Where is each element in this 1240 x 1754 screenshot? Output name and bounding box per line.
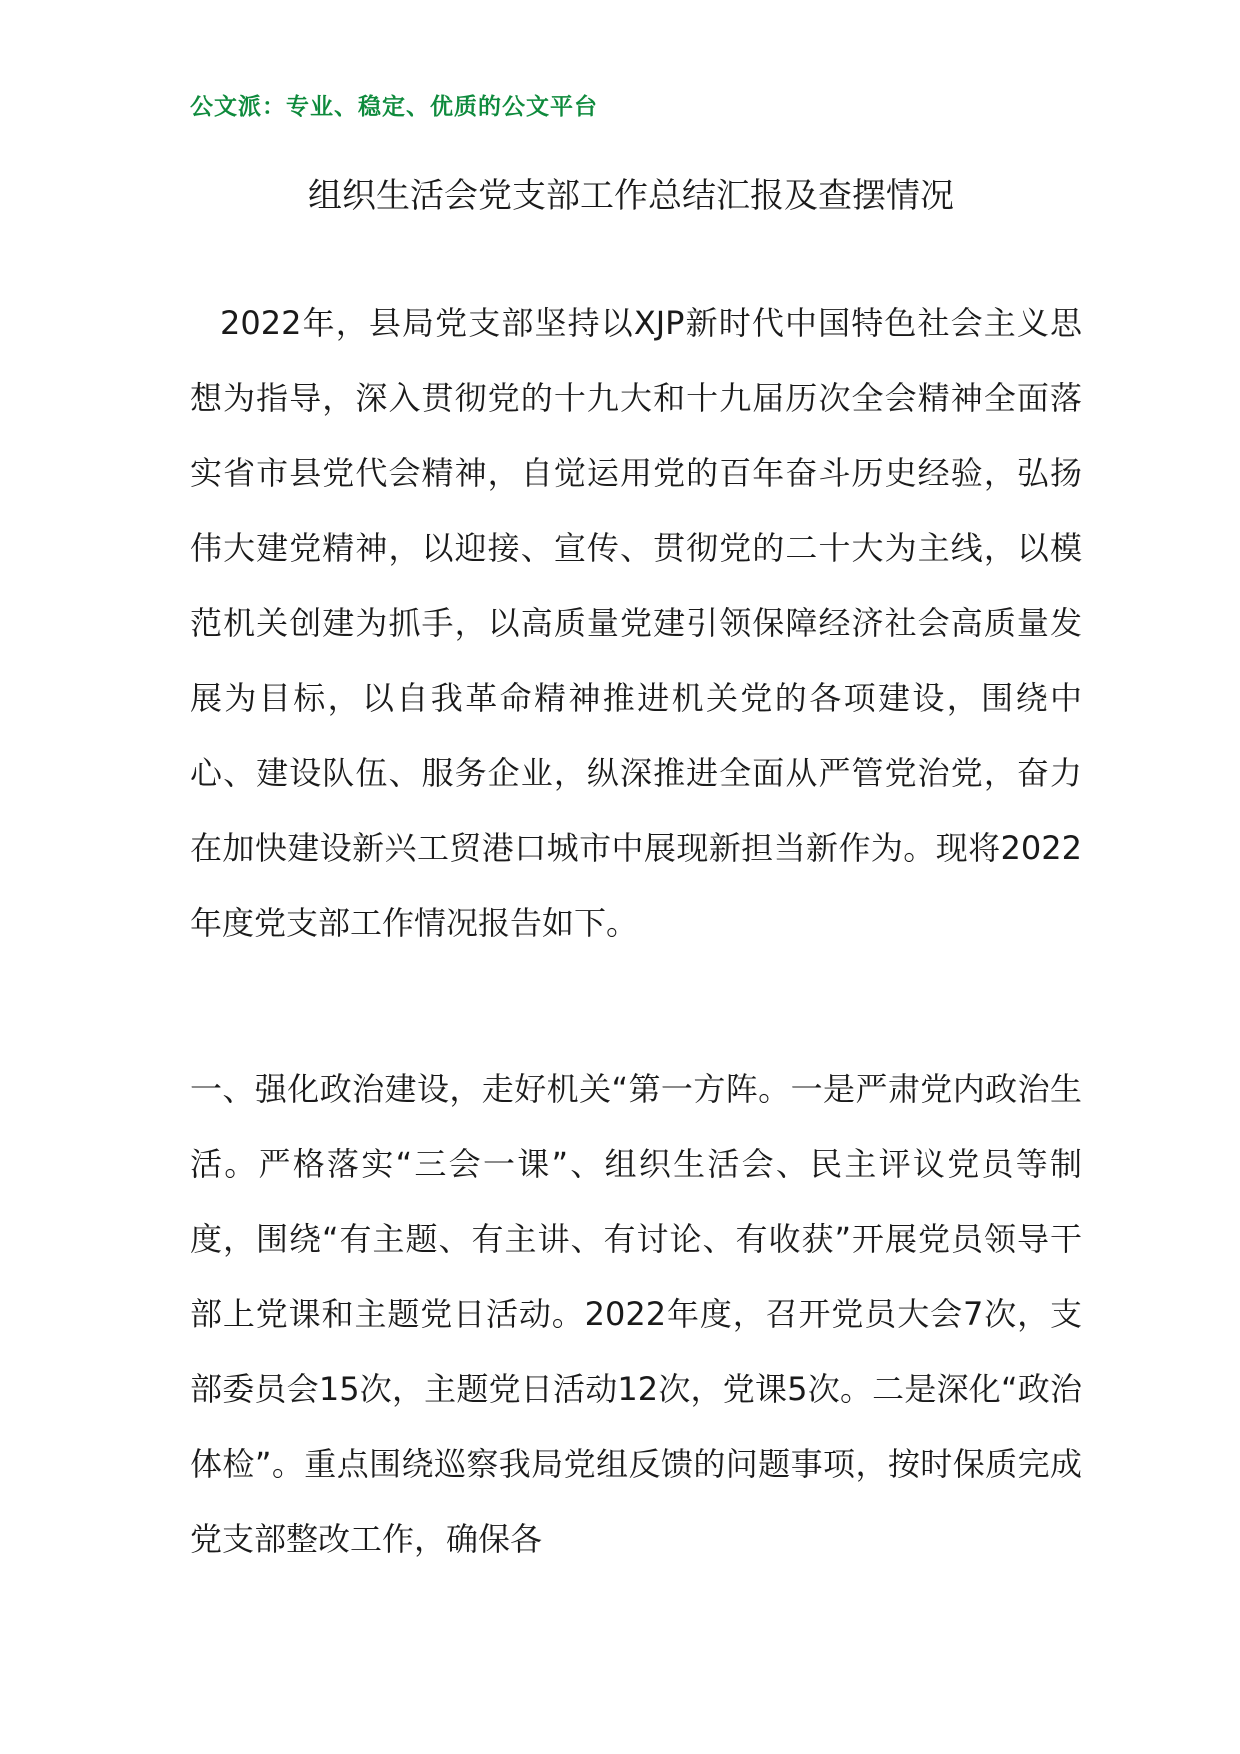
body-paragraph-intro: 2022年，县局党支部坚持以XJP新时代中国特色社会主义思想为指导，深入贯彻党的十九大和十九届历次全会精神全面落实省市县党代会精神，自觉运用党的百年奋斗历史经验，弘扬伟大建党精神，以迎接、宣传、贯彻党的二十大为主线，以模范机关创建为抓手，以高质量党建引领保障经济社会高质量发展为目标，以自我革命精神推进机关党的各项建设，围绕中心、建设队伍、服务企业，纵深推进全面从严管党治党，奋力在加快建设新兴工贸港口城市中展现新担当新作为。现将2022年度党支部工作情况报告如下。 — [190, 304, 1082, 942]
body-paragraph-section-1: 一、强化政治建设，走好机关“第一方阵。一是严肃党内政治生活。严格落实“三会一课”、组织生活会、民主评议党员等制度，围绕“有主题、有主讲、有讨论、有收获”开展党员领导干部上党课和主题党日活动。2022年度，召开党员大会7次，支部委员会15次，主题党日活动12次，党课5次。二是深化“政治体检”。重点围绕巡察我局党组反馈的问题事项，按时保质完成党支部整改工作，确保各 — [190, 1070, 1082, 1558]
document-title: 组织生活会党支部工作总结汇报及查摆情况 — [308, 176, 954, 216]
header-banner: 公文派：专业、稳定、优质的公文平台 — [190, 94, 598, 120]
